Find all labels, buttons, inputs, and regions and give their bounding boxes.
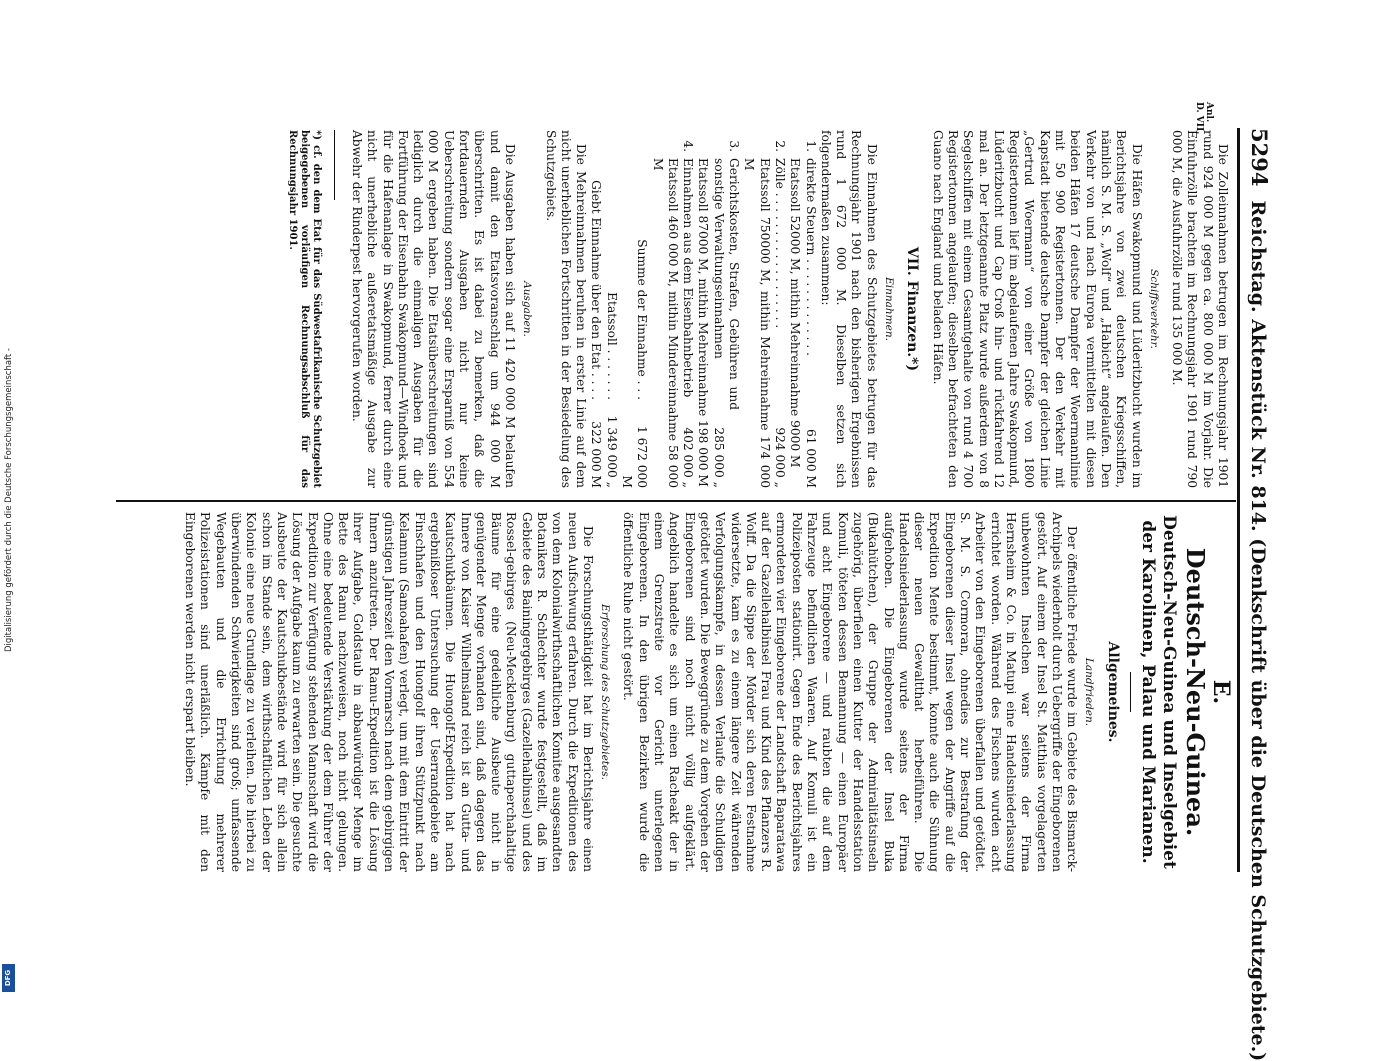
paragraph-zoll: Die Zolleinnahmen betrugen im Rechnungsjahr 1901 rund 924 000 M gegen ca. 800 000 M im Vorjahr. Die Einfuhrzölle brachten im Rechnungsjahr 1901 rund 790 000 M, die Ausfuhrzölle rund 135 000 M. bbox=[1170, 130, 1230, 488]
printed-page bbox=[88, 100, 1288, 1061]
item-number: 2. bbox=[772, 140, 787, 152]
heading-finanzen: VII. Finanzen.*) bbox=[904, 246, 921, 372]
surplus-label: Giebt Einnahme über den Etat . . . . bbox=[589, 180, 604, 400]
etatssoll-row bbox=[603, 130, 618, 488]
item-label: Gerichtskosten, Strafen, Gebühren und sonstige Verwaltungseinnahmen bbox=[711, 158, 742, 410]
paragraph-schiffsverkehr: Die Häfen Swakopmund und Lüderitzbucht wurden im Berichtsjahre von zwei deutschen Kriegsschiffen, nämlich S. M. S. „Wolf“ und „Habicht“ angelaufen. Den Verkehr von und nach Europa vermittelten mit diesen beiden Häfen 17 deutsche Dampfer der Woermannlinie mit 50 900 Registertonnen. Der den Verkehr mit Kapstadt bietende deutsche Dampfer der gleichen Linie „Gertrud Woermann“ von einer Größe von 1800 Registertonnen lief im abgelaufenen Jahre Swakopmund, Lüderitzbucht und Cap Croß hin- und rückfahrend 12 mal an. Der letztgenannte Platz wurde außerdem von 8 Segelschiffen mit einem Gesamtgehalte von rund 4 700 Registertonnen angelaufen; dieselben befrachteten den Guano nach England und beladen Häfen. bbox=[930, 130, 1144, 488]
page-number: 5294 bbox=[1247, 128, 1272, 187]
sum-row bbox=[619, 130, 650, 488]
income-item bbox=[649, 130, 695, 488]
item-detail: Etatssoll 750000 M, mithin Mehreinnahme 174 000 M bbox=[742, 158, 772, 488]
item-label: direkte Steuern . . . . . . . . . . . . . bbox=[803, 158, 818, 357]
surplus-row bbox=[588, 130, 603, 488]
income-item bbox=[787, 130, 818, 488]
page-header bbox=[1244, 128, 1272, 1061]
heading-ausgaben: Ausgaben. bbox=[521, 281, 534, 337]
item-number: 4. bbox=[681, 140, 696, 152]
title-rule bbox=[1130, 672, 1131, 712]
heading-einnahmen: Einnahmen. bbox=[883, 277, 896, 341]
funding-credit: Digitalisierung gefördert durch die Deutsche Forschungsgemeinschaft - bbox=[4, 348, 14, 652]
margin-note-line: Anl. bbox=[1204, 102, 1214, 123]
income-item bbox=[741, 130, 787, 488]
heading-landfrieden: Landfrieden. bbox=[1083, 657, 1096, 727]
item-amount: 924 000 „ bbox=[772, 427, 787, 488]
item-number: 3. bbox=[727, 140, 742, 152]
left-column bbox=[286, 130, 1230, 488]
income-item bbox=[695, 130, 741, 488]
paragraph-ausgaben: Die Ausgaben haben sich auf 11 420 000 M belaufen und damit den Etatsvoranschlag um 944 000 M überschritten. Es ist dabei zu bemerken, daß die fortdauernden Ausgaben nicht nur keine Ueberschreitung sondern sogar eine Ersparniß von 554 000 M ergeben haben. Die Etatsüberschreitungen sind lediglich durch die einmaligen Ausgaben für die Fortführung der Eisenbahn Swakopmund—Windhoek und für die Hafenanlage in Swakopmund, ferner durch eine nicht unerhebliche außeretatsmäßige Ausgabe zur Abwehr der Rinderpest hervorgerufen worden. bbox=[349, 130, 517, 488]
dfg-logo bbox=[2, 964, 15, 992]
heading-allgemeines: Allgemeines. bbox=[1104, 641, 1121, 743]
etatssoll-value: 1 349 000 „ bbox=[604, 415, 619, 488]
header-title: Reichstag. Aktenstück Nr. 814. (Denkschrift über die Deutschen Schutzgebiete.) bbox=[1247, 200, 1269, 1061]
paragraph-erforschung: Die Forschungsthätigkeit hat im Berichtsjahre einen neuen Aufschwung erfahren. Durch die Expeditionen des von dem Kolonialwirthschaftlichen Komitee ausgesandten Botanikers R. Schlechter wurde festgestellt, daß im Gebiete des Bainingergebirges (Gazellehalbinsel) und des Rossel-gebirges (Neu-Mecklenburg) guttaperchahaltige Bäume für eine gedeihliche Ausbeute nicht in genügender Menge vorhanden sind, daß dagegen das Innere von Kaiser Wilhelmsland reich ist an Gutta- und Kautschukbäumen. Die Huongolf-Expedition hat nach ergebnißloser Untersuchung der Userrandgebiete am Finschhafen und den Huongolf ihren Stützpunkt nach Kelamnun (Samoahafen) verlegt, um mit dem Eintritt der günstigen Jahreszeit den Vormarsch nach dem gebirgigen Innern anzutreten. Der Ramu-Expedition ist die Lösung ihrer Aufgabe, Goldstaub in abbauwürdiger Menge im Bette des Ramu nachzuweisen, noch nicht gelungen. Ohne eine bedeutende Verstärkung der dem Führer der Expedition zur Verfügung stehenden Mannschaft wird die Lösung der Aufgabe kaum zu erwarten sein. Die gesuchte Ausbeute der Kautschukbestände wird für sich allein schon im Stande sein, dem wirthschaftlichen Leben der Kolonie eine neue Grundlage zu verleihen. Die hierbei zu überwindenden Schwierigkeiten sind groß; umfassende Wegebauten und die Errichtung mehrerer Polizeistationen sind unerläßlich. Kämpfe mit den Eingeborenen werden nicht erspart bleiben. bbox=[183, 512, 595, 872]
item-label: Einnahmen aus dem Eisenbahnbetrieb bbox=[681, 158, 696, 398]
section-title: Deutsch-Neu-Guinea. bbox=[1180, 547, 1210, 837]
footnote-rule bbox=[334, 130, 335, 200]
item-number: 1. bbox=[803, 140, 818, 152]
paragraph-einnahmen: Die Einnahmen des Schutzgebietes betrugen für das Rechnungsjahr 1901 nach den bisherigen Ergebnissen rund 1 672 000 M. Dieselben setzen sich folgendermaßen zusammen: bbox=[818, 130, 879, 488]
margin-note-line: D. VII. bbox=[1194, 102, 1204, 135]
surplus-value: 322 000 M bbox=[589, 421, 604, 488]
item-detail: Etatssoll 460 000 M, mithin Mindereinnahme 58 000 M bbox=[650, 158, 680, 488]
item-amount: 285 000 „ bbox=[711, 427, 726, 488]
paragraph-mehreinnahmen: Die Mehreinnahmen beruhen in erster Linie auf dem nicht unerheblichen Fortschritten in der Besiedelung des Schutzgebiets. bbox=[543, 130, 589, 488]
section-subtitle: Deutsch-Neu-Guinea und Inselgebiet der Karolinen, Palau und Marianen. bbox=[1137, 515, 1179, 869]
header-rule bbox=[1237, 128, 1240, 872]
section-letter: E. bbox=[1208, 679, 1234, 705]
item-amount: 61 000 M bbox=[803, 429, 818, 488]
column-divider bbox=[116, 500, 1236, 502]
etatssoll-label: Etatssoll . . . . . . . bbox=[604, 292, 619, 400]
footnote: *) cf. den dem Etat für das Südwestafrikanische Schutzgebiet beigegebenen vorläufigen Rechnungsabschluß für das Rechnungsjahr 1901. bbox=[286, 130, 322, 488]
item-detail: Etatssoll 52000 M, mithin Mehreinnahme 9000 M bbox=[788, 158, 803, 468]
scan-stage bbox=[88, 100, 1288, 1061]
right-column bbox=[182, 512, 1234, 872]
heading-erforschung: Erforschung des Schutzgebietes. bbox=[599, 604, 612, 780]
item-label: Zölle . . . . . . . . . . . . . . . . . . bbox=[772, 158, 787, 329]
credit-strip bbox=[0, 0, 18, 1000]
heading-schiffsverkehr: Schiffsverkehr. bbox=[1147, 269, 1160, 349]
sum-label: Summe der Einnahme . . . bbox=[635, 239, 650, 400]
item-detail: Etatssoll 87000 M, mithin Mehreinnahme 198 000 M bbox=[696, 158, 711, 487]
dfg-logo-text: DFG bbox=[4, 969, 13, 987]
item-amount: 402 000 „ bbox=[681, 427, 696, 488]
paragraph-landfrieden: Der öffentliche Friede wurde im Gebiete des Bismarck-Archipels wiederholt durch Uebergriffe der Eingeborenen gestört. Auf einem der Insel St. Matthias vorgelagerten unbewohnten Inselchen war seitens der Firma Hernsheim & Co. in Matupi eine Handelsniederlassung errichtet worden. Während des Fischens wurden acht Arbeiter von den Eingeborenen überfallen und getödtet. S. M. S. Cormoran, ohnedies zur Bestrafung der Eingeborenen dieser Insel wegen der Angriffe auf die Expedition Mente bestimmt, konnte auch die Sühnung dieser neuen Gewaltthat herbeiführen. Die Handelsniederlassung wurde seitens der Firma aufgehoben. Die Eingeborenen der Insel Buka (Bukahütchen), der Gruppe der Admiralitätsinseln zugehörig, überfielen einen Kutter der Handelsstation Komuli, töteten dessen Bemannung — einen Europäer und acht Eingeborene — und raubten die auf dem Fahrzeuge befindlichen Waaren. Auf Komuli ist ein Polizeiposten stationirt. Gegen Ende des Berichtsjahres ermordeten vier Eingeborene der Landschaft Baparatawa auf der Gazellehalbinsel Frau und Kind des Pflanzers R. Wolff. Da die Sippe der Mörder sich deren Festnahme widersetzte, kam es zu einem längere Zeit währenden Verfolgungskampfe, in dessen Verlaufe die Schuldigen getödtet wurden. Die Beweggründe zu dem Vorgehen der Eingeborenen sind noch nicht völlig aufgeklärt. Angeblich handelte es sich um einen Racheakt der in einem Grenzstreite vor Gericht unterlegenen Eingeborenen. In den übrigen Bezirken wurde die öffentliche Ruhe nicht gestört. bbox=[621, 512, 1080, 872]
sum-value: 1 672 000 M bbox=[620, 425, 650, 488]
